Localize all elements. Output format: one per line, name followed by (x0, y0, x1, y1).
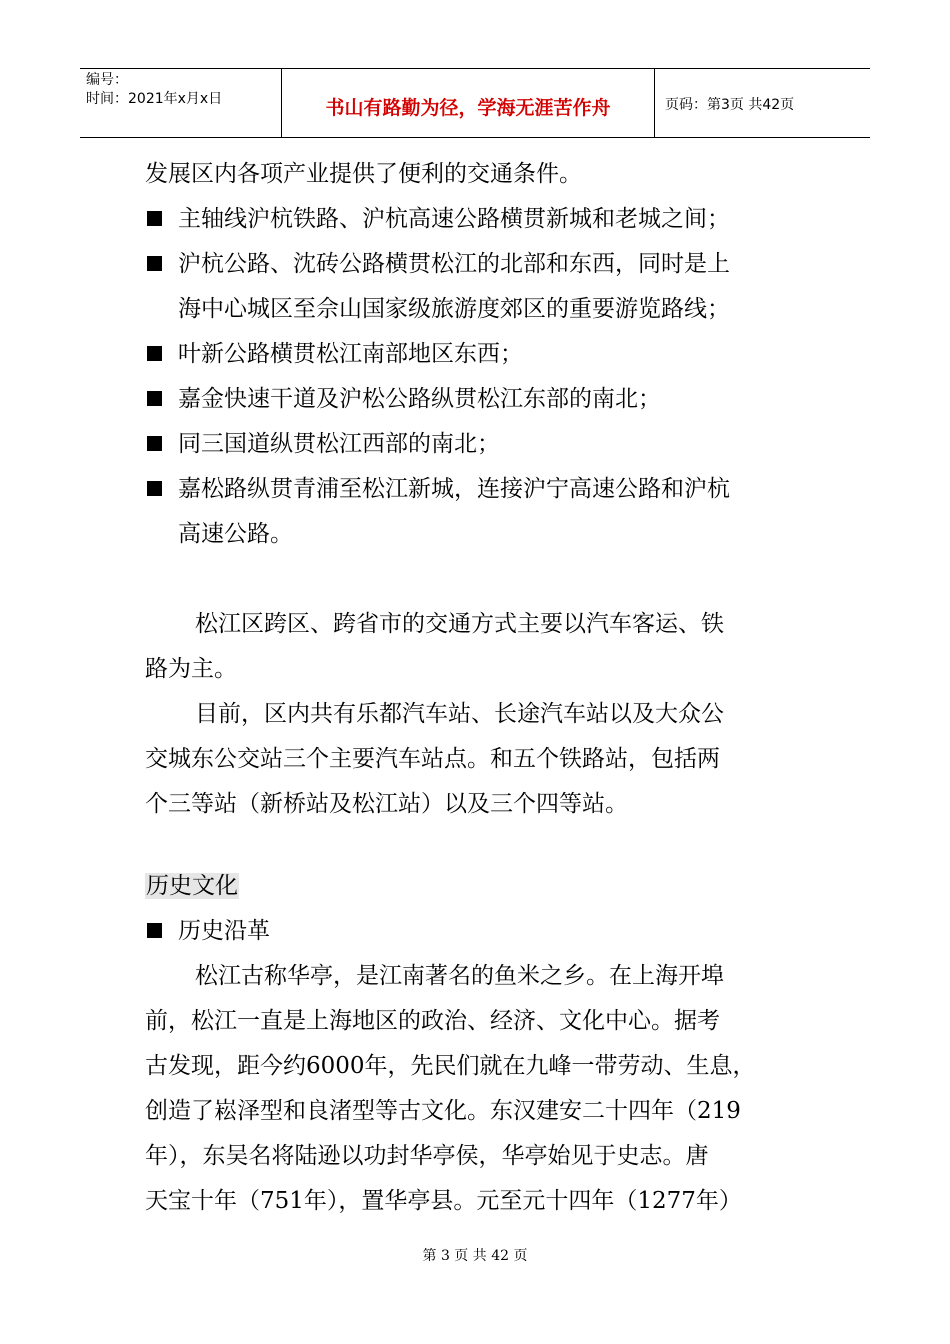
bullet-continuation: 高速公路。 (178, 521, 293, 547)
paragraph-line: 松江区跨区、跨省市的交通方式主要以汽车客运、铁 (195, 611, 724, 637)
header-page-cell (655, 69, 870, 137)
square-bullet-icon (147, 391, 162, 406)
bullet-text: 嘉金快速干道及沪松公路纵贯松江东部的南北； (178, 386, 661, 412)
bullet-text: 沪杭公路、沈砖公路横贯松江的北部和东西，同时是上 (178, 251, 730, 277)
bullet-text: 叶新公路横贯松江南部地区东西； (178, 341, 523, 367)
paragraph-line: 路为主。 (145, 656, 237, 682)
square-bullet-icon (147, 346, 162, 361)
motto-text: 书山有路勤为径，学海无涯苦作舟 (325, 97, 611, 119)
paragraph-line: 松江古称华亭，是江南著名的鱼米之乡。在上海开埠 (195, 963, 724, 989)
square-bullet-icon (147, 481, 162, 496)
text-line: 发展区内各项产业提供了便利的交通条件。 (145, 161, 582, 187)
paragraph-line: 年），东吴名将陆逊以功封华亭侯，华亭始见于史志。唐 (145, 1143, 709, 1169)
section-heading-text: 历史文化 (146, 873, 238, 899)
paragraph-line: 交城东公交站三个主要汽车站点。和五个铁路站，包括两 (145, 746, 720, 772)
header-motto-cell (282, 69, 655, 137)
header-info-cell (80, 69, 282, 137)
paragraph-line: 创造了崧泽型和良渚型等古文化。东汉建安二十四年（219 (145, 1098, 741, 1124)
time-label: 时间：2021年x月x日 (86, 91, 223, 107)
page-footer: 第 3 页 共 42 页 (422, 1248, 528, 1264)
paragraph-line: 个三等站（新桥站及松江站）以及三个四等站。 (145, 791, 628, 817)
page-header (80, 68, 870, 138)
paragraph-line: 古发现，距今约6000年，先民们就在九峰一带劳动、生息， (145, 1053, 756, 1079)
square-bullet-icon (147, 211, 162, 226)
paragraph-line: 目前，区内共有乐都汽车站、长途汽车站以及大众公 (195, 701, 724, 727)
section-heading (145, 864, 239, 909)
paragraph-line: 前，松江一直是上海地区的政治、经济、文化中心。据考 (145, 1008, 720, 1034)
bullet-continuation: 海中心城区至佘山国家级旅游度郊区的重要游览路线； (178, 296, 730, 322)
page-number-label: 页码：第3页 共42页 (665, 97, 795, 113)
number-label: 编号： (86, 72, 128, 88)
bullet-text: 历史沿革 (178, 918, 270, 944)
bullet-text: 嘉松路纵贯青浦至松江新城，连接沪宁高速公路和沪杭 (178, 476, 730, 502)
bullet-text: 主轴线沪杭铁路、沪杭高速公路横贯新城和老城之间； (178, 206, 730, 232)
paragraph-line: 天宝十年（751年），置华亭县。元至元十四年（1277年） (145, 1188, 742, 1214)
square-bullet-icon (147, 256, 162, 271)
bullet-text: 同三国道纵贯松江西部的南北； (178, 431, 500, 457)
square-bullet-icon (147, 923, 162, 938)
square-bullet-icon (147, 436, 162, 451)
